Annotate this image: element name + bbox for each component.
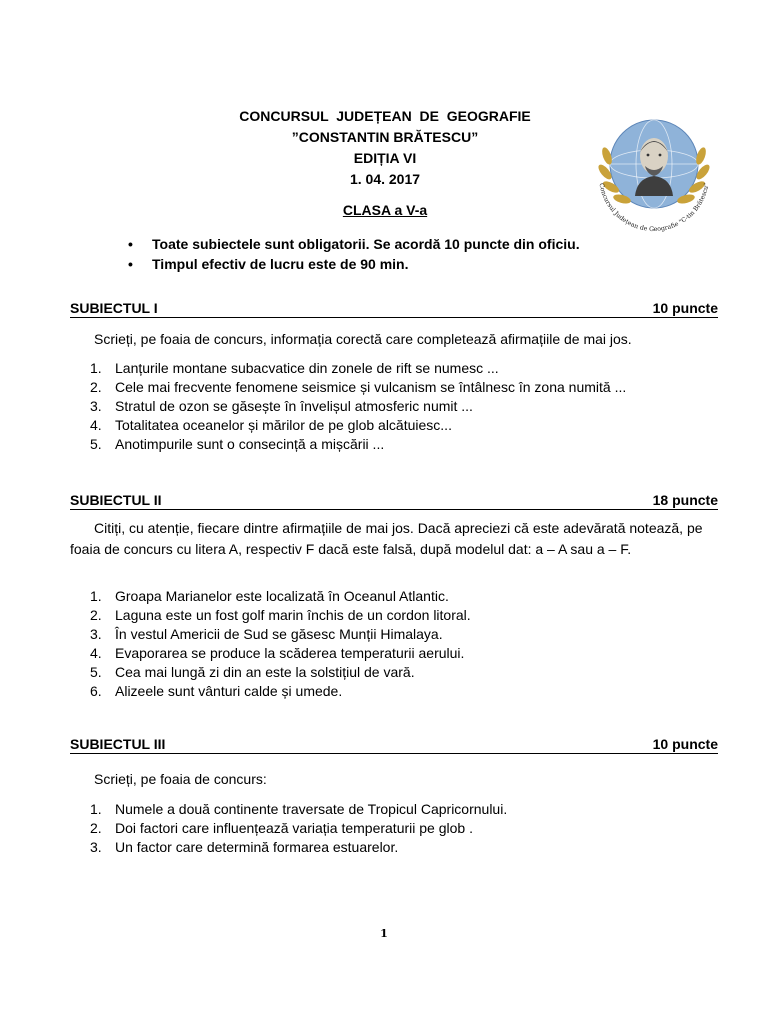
- section-1-header: [70, 299, 718, 318]
- section-title: SUBIECTUL II: [70, 492, 162, 508]
- contest-header: [160, 106, 610, 190]
- item-text: În vestul Americii de Sud se găsesc Munții Himalaya.: [115, 626, 443, 642]
- item-number: 3.: [90, 398, 102, 414]
- item-text: Doi factori care influențează variația temperaturii pe glob .: [115, 820, 473, 836]
- item-number: 1.: [90, 801, 102, 817]
- item-text: Lanțurile montane subacvatice din zonele de rift se numesc ...: [115, 360, 499, 376]
- list-item: [70, 663, 720, 682]
- list-item: [70, 682, 720, 701]
- item-number: 4.: [90, 645, 102, 661]
- contest-title: CONCURSUL JUDEȚEAN DE GEOGRAFIE: [239, 108, 531, 124]
- contest-logo: [585, 104, 723, 242]
- contest-date: 1. 04. 2017: [349, 171, 421, 187]
- item-text: Stratul de ozon se găsește în învelișul atmosferic numit ...: [115, 398, 473, 414]
- section-points: 10 puncte: [652, 736, 718, 752]
- item-text: Cele mai frecvente fenomene seismice și vulcanism se întâlnesc în zona numită ...: [115, 379, 627, 395]
- section-1-items: [70, 359, 720, 454]
- section-2-intro: Citiți, cu atenție, fiecare dintre afirmațiile de mai jos. Dacă apreciezi că este adevărată notează, pe foaia de concurs cu litera A, respectiv F dacă este falsă, după modelul dat: a – A sau a – F.: [70, 520, 703, 557]
- item-text: Anotimpurile sunt o consecință a mișcării ...: [115, 436, 385, 452]
- list-item: [70, 606, 720, 625]
- section-points: 18 puncte: [652, 492, 718, 508]
- item-number: 5.: [90, 664, 102, 680]
- section-2-header: [70, 491, 718, 510]
- list-item: [70, 435, 720, 454]
- item-number: 1.: [90, 588, 102, 604]
- list-item: [70, 819, 720, 838]
- logo-text: Concursul Județean de Geografie "C-tin Brătescu": [597, 182, 711, 234]
- list-item: [70, 587, 720, 606]
- contest-name: ”CONSTANTIN BRĂTESCU”: [291, 129, 479, 145]
- item-text: Alizeele sunt vânturi calde și umede.: [115, 683, 343, 699]
- rules-list: [122, 234, 580, 274]
- item-text: Numele a două continente traversate de Tropicul Capricornului.: [115, 801, 508, 817]
- list-item: [70, 416, 720, 435]
- list-item: [70, 838, 720, 857]
- item-text: Totalitatea oceanelor și mărilor de pe glob alcătuiesc...: [115, 417, 452, 433]
- section-1-intro: Scrieți, pe foaia de concurs, informația corectă care completează afirmațiile de mai jos.: [94, 331, 632, 347]
- section-title: SUBIECTUL III: [70, 736, 166, 752]
- list-item: [70, 625, 720, 644]
- item-number: 4.: [90, 417, 102, 433]
- section-3-header: [70, 735, 718, 754]
- class-title: CLASA a V-a: [342, 202, 428, 218]
- item-number: 2.: [90, 607, 102, 623]
- item-text: Un factor care determină formarea estuarelor.: [115, 839, 399, 855]
- list-item: [70, 359, 720, 378]
- section-3-intro: Scrieți, pe foaia de concurs:: [94, 771, 267, 787]
- page-number: 1: [380, 927, 388, 940]
- rule-item: • Toate subiectele sunt obligatorii. Se acordă 10 puncte din oficiu.: [122, 234, 580, 254]
- item-number: 6.: [90, 683, 102, 699]
- rule-item: • Timpul efectiv de lucru este de 90 min.: [122, 254, 580, 274]
- item-number: 3.: [90, 626, 102, 642]
- list-item: [70, 397, 720, 416]
- list-item: [70, 644, 720, 663]
- item-text: Evaporarea se produce la scăderea temperaturii aerului.: [115, 645, 465, 661]
- list-item: [70, 800, 720, 819]
- item-number: 1.: [90, 360, 102, 376]
- contest-edition: EDIȚIA VI: [353, 150, 417, 166]
- section-2-items: [70, 587, 720, 701]
- item-text: Cea mai lungă zi din an este la solstițiul de vară.: [115, 664, 415, 680]
- item-number: 2.: [90, 820, 102, 836]
- item-number: 5.: [90, 436, 102, 452]
- section-3-items: [70, 800, 720, 857]
- item-text: Groapa Marianelor este localizată în Oceanul Atlantic.: [115, 588, 449, 604]
- section-title: SUBIECTUL I: [70, 300, 158, 316]
- item-number: 2.: [90, 379, 102, 395]
- item-text: Laguna este un fost golf marin închis de un cordon litoral.: [115, 607, 471, 623]
- item-number: 3.: [90, 839, 102, 855]
- list-item: [70, 378, 720, 397]
- section-points: 10 puncte: [652, 300, 718, 316]
